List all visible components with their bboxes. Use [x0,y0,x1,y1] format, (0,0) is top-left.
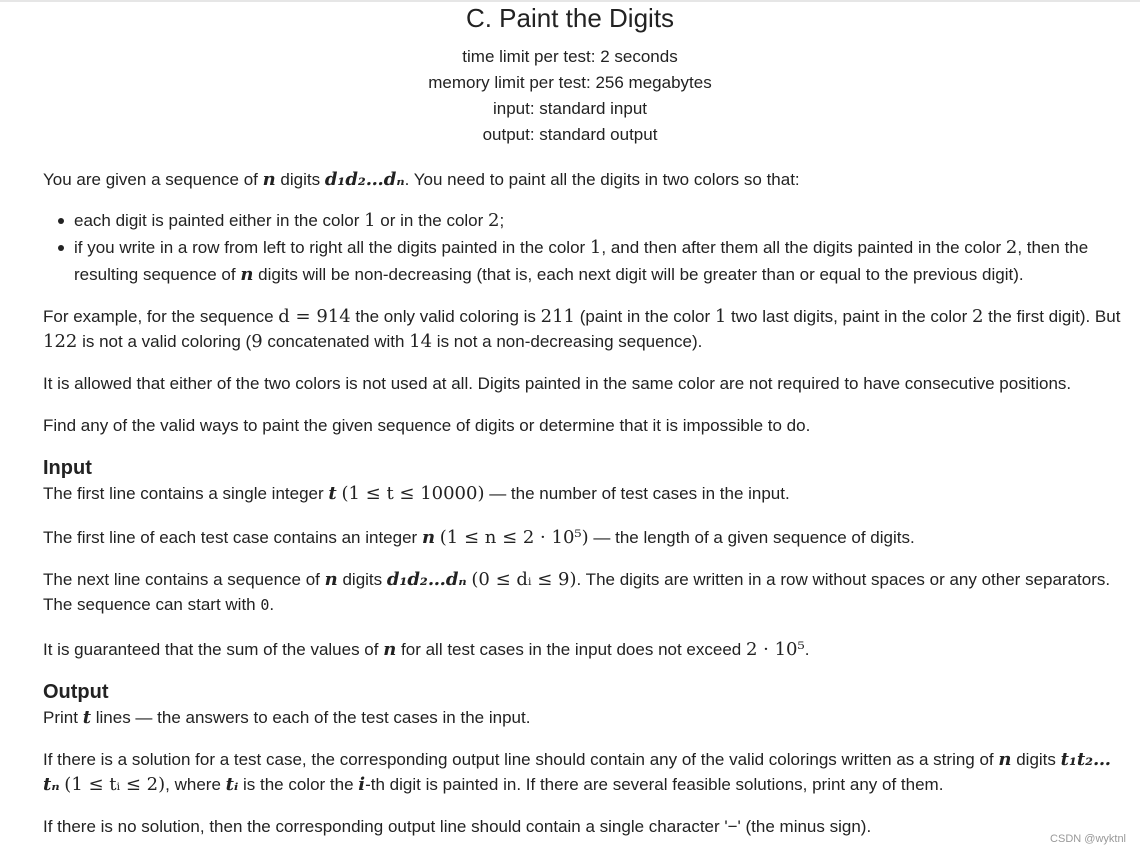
output-type: output: standard output [482,125,658,144]
example-paragraph: For example, for the sequence d = 914 the only valid coloring is 211 (paint in the color 1 two last digits, paint in the color 2 the first digit). But 122 is not a valid coloring (9 concatenated with 14 is not a non-decreasing sequence). [43,306,1121,352]
list-item: each digit is painted either in the color 1 or in the color 2; [43,207,1123,234]
input-line-1: The first line contains a single integer t (1 ≤ t ≤ 10000) — the number of test cases in the input. [43,483,790,504]
output-heading: Output [43,681,109,703]
statement-intro: You are given a sequence of n digits d₁d₂…dₙ. You need to paint all the digits in two colors so that: [43,169,800,190]
input-line-3: The next line contains a sequence of n digits d₁d₂…dₙ (0 ≤ dᵢ ≤ 9). The digits are written in a row without spaces or any other separators. The sequence can start with 0. [43,569,1111,614]
input-line-4: It is guaranteed that the sum of the values of n for all test cases in the input does not exceed 2 · 10⁵. [43,639,810,660]
allowed-paragraph: It is allowed that either of the two colors is not used at all. Digits painted in the same color are not required to have consecutive positions. [43,374,1072,393]
input-line-2: The first line of each test case contains an integer n (1 ≤ n ≤ 2 · 10⁵) — the length of a given sequence of digits. [43,527,915,548]
task-paragraph: Find any of the valid ways to paint the given sequence of digits or determine that it is impossible to do. [43,416,811,435]
list-item: if you write in a row from left to right all the digits painted in the color 1, and then after them all the digits painted in the color 2, then the resulting sequence of n digits will be non-decreasing (that is, each next digit will be greater than or equal to the previous digit). [43,234,1123,288]
bullet-icon [58,218,64,224]
input-type: input: standard input [492,99,648,118]
bullet-icon [58,245,64,251]
input-heading: Input [43,457,92,479]
output-line-1: Print t lines — the answers to each of the test cases in the input. [43,707,531,728]
memory-limit: memory limit per test: 256 megabytes [428,73,712,92]
output-line-2: If there is a solution for a test case, the corresponding output line should contain any of the valid colorings written as a string of n digits t₁t₂…tₙ (1 ≤ tᵢ ≤ 2), where tᵢ is the color the i-th digit is painted in. If there are several feasible solutions, print any of them. [43,749,1112,795]
watermark: CSDN @wyktnl [1050,833,1126,845]
output-line-3: If there is no solution, then the corresponding output line should contain a single character '−' (the minus sign). [43,817,872,836]
top-border [0,0,1140,2]
problem-title: C. Paint the Digits [465,3,675,33]
time-limit: time limit per test: 2 seconds [462,47,678,66]
condition-list [43,207,1123,288]
